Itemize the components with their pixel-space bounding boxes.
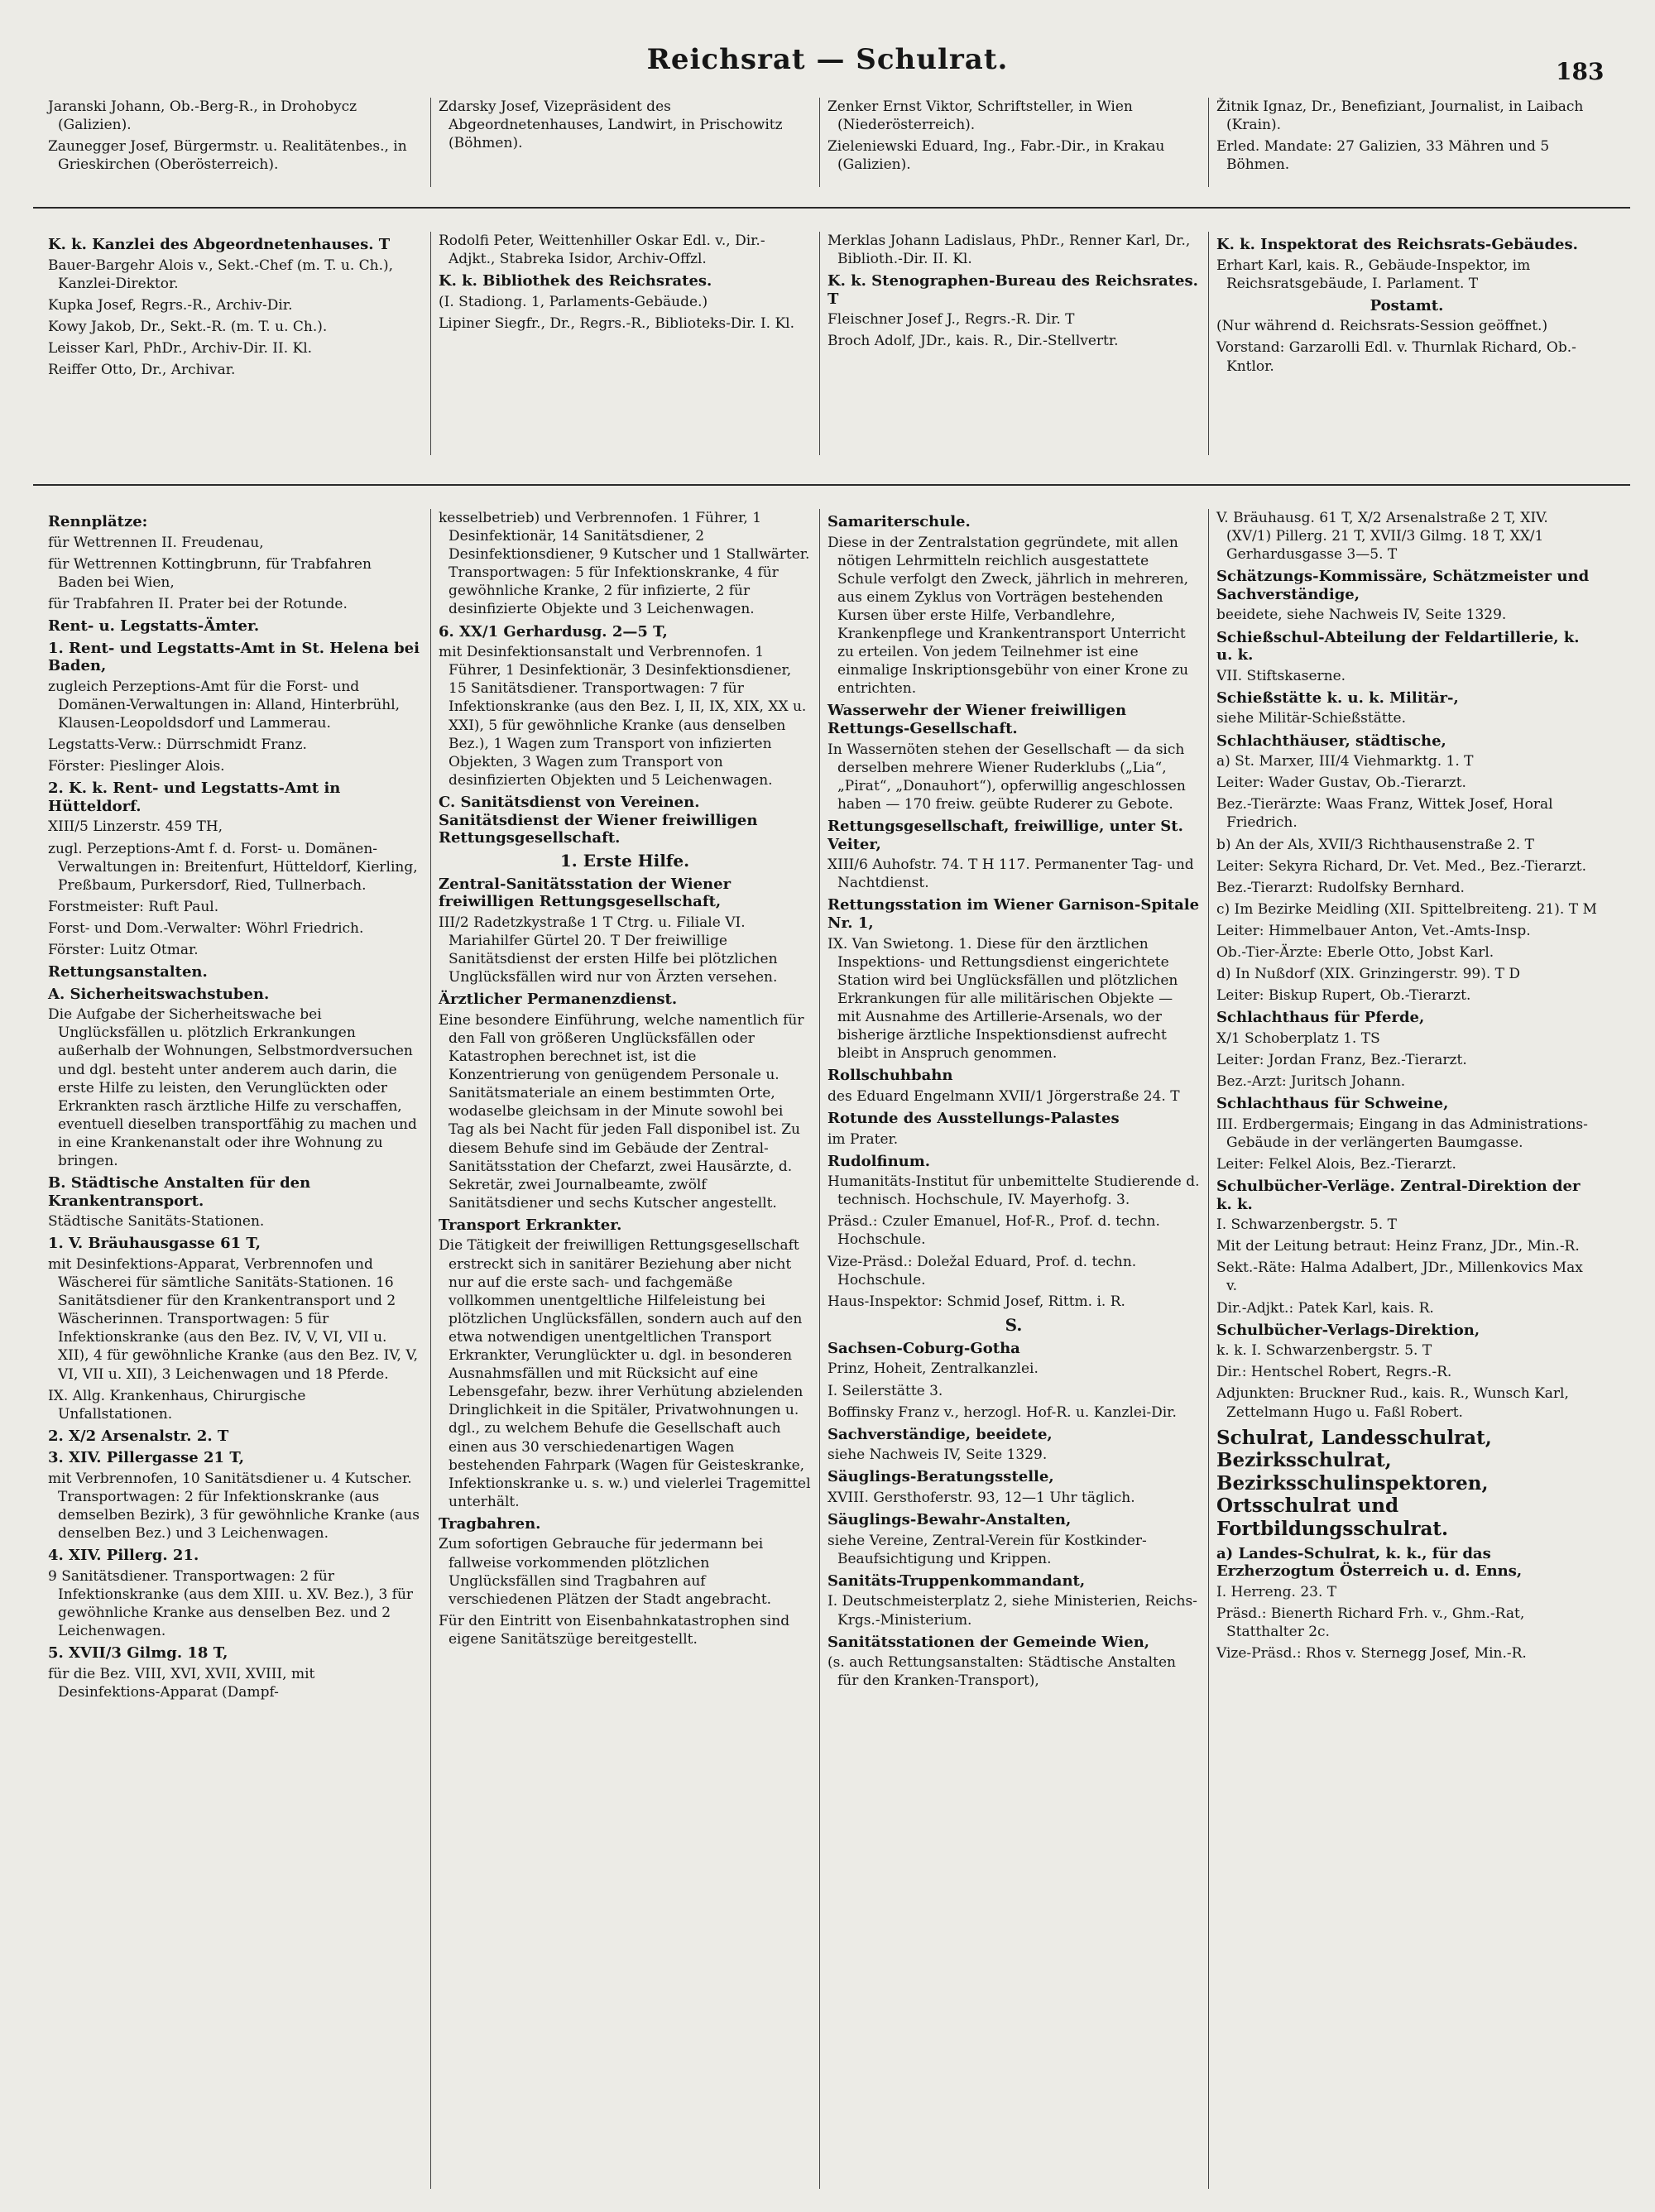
section-heading: B. Städtische Anstalten für den Krankentransport. [48,1174,311,1210]
section-heading: K. k. Inspektorat des Reichsrats-Gebäudes. [1216,236,1578,253]
entry-text: 9 Sanitätsdiener. Transportwagen: 2 für Infektionskranke (aus dem XIII. u. XV. Bez.), 3 für gewöhnliche Kranke aus denselben Bez. und 2 Leichenwagen. [48,1567,414,1640]
entry: Vorstand: Garzarolli Edl. v. Thurnlak Richard, Ob.-Kntlor. [1216,339,1576,375]
centered-heading: S. [1005,1314,1023,1335]
entry-text: mit Desinfektions-Apparat, Verbrennofen und Wäscherei für sämtliche Sanitäts-Stationen. 16 Sanitätsdiener für den Krankentransport und 2 Wäscherinnen. Transportwagen: 5 für Infektionskranke (aus den Bez. IV, V, VI, VII u. XII), 4 für gewöhnliche Kranke (aus den Bez. IV, V, VI, VII u. XII), 3 Leichenwagen und 18 Pferde. [48,1255,419,1383]
entry: Kupka Josef, Regrs.-R., Archiv-Dir. [48,296,293,314]
section-heading: Sachverständige, beeidete, [828,1425,1053,1443]
entry-text: Dir.-Adjkt.: Patek Karl, kais. R. [1216,1299,1434,1317]
entry-text: IX. Van Swietong. 1. Diese für den ärztlichen Inspektions- und Rettungsdienst eingerichtete Station wird bei Unglücksfällen und plötzlichen Erkrankungen für alle militärischen Objekte — mit Ausnahme des Artillerie-Arsenals, wo der bisherige ärztliche Inspektionsdienst aufrecht bleibt in Anspruch genommen. [828,935,1178,1063]
entry-text: III. Erdbergermais; Eingang in das Administrations-Gebäude in der verlängerten Baumgasse. [1216,1116,1588,1151]
column-divider [819,232,820,455]
entry-text: V. Bräuhausg. 61 T, X/2 Arsenalstraße 2 T, XIV. (XV/1) Pillerg. 21 T, XVII/3 Gilmg. 18 T, XX/1 Gerhardusgasse 3—5. T [1216,510,1548,564]
entry-text: X/1 Schoberplatz 1. TS [1216,1029,1380,1047]
column-divider [1208,232,1209,455]
entry-text: XIII/5 Linzerstr. 459 TH, [48,818,223,836]
entry: (I. Stadiong. 1, Parlaments-Gebäude.) [439,293,708,310]
section-heading: a) Landes-Schulrat, k. k., für das Erzherzogtum Österreich u. d. Enns, [1216,1544,1523,1581]
entry: Bauer-Bargehr Alois v., Sekt.-Chef (m. T. u. Ch.), Kanzlei-Direktor. [48,257,394,292]
centered-heading: 1. Erste Hilfe. [559,850,690,871]
section-heading: 5. XVII/3 Gilmg. 18 T, [48,1644,228,1663]
section-heading: Schlachthäuser, städtische, [1216,732,1446,750]
main-column-3 [828,509,1200,1693]
entry-text: Städtische Sanitäts-Stationen. [48,1213,265,1231]
mid-column-4 [1216,232,1597,379]
section-heading: 4. XIV. Pillerg. 21. [48,1547,199,1565]
section-heading: Rotunde des Ausstellungs-Palastes [828,1109,1120,1127]
section-heading: 2. X/2 Arsenalstr. 2. T [48,1427,229,1445]
top-column-4 [1216,98,1597,177]
section-heading: Schätzungs-Kommissäre, Schätzmeister und Sachverständige, [1216,568,1590,603]
top-column-3 [828,98,1200,177]
section-heading: K. k. Stenographen-Bureau des Reichsrates. T [828,272,1198,308]
entry-text: Adjunkten: Bruckner Rud., kais. R., Wunsch Karl, Zettelmann Hugo u. Faßl Robert. [1216,1385,1569,1421]
entry-text: siehe Vereine, Zentral-Verein für Kostkinder-Beaufsichtigung und Krippen. [828,1532,1147,1567]
entry-text: XVIII. Gersthoferstr. 93, 12—1 Uhr täglich. [828,1490,1135,1506]
section-heading: Schulbücher-Verlags-Direktion, [1216,1321,1480,1339]
entry-text: Forstmeister: Ruft Paul. [48,898,219,915]
major-heading: Schulrat, Landesschulrat, Bezirksschulrat, Bezirksschulinspektoren, Ortsschulrat und Fortbildungsschulrat. [1216,1426,1492,1540]
entry-text: für Wettrennen Kottingbrunn, für Trabfahren Baden bei Wien, [48,555,372,591]
section-heading: Schießstätte k. u. k. Militär-, [1216,689,1459,707]
entry-text: Leiter: Himmelbauer Anton, Vet.-Amts-Insp. [1216,922,1531,939]
section-heading: Sanitätsstationen der Gemeinde Wien, [828,1633,1150,1651]
section-heading: Zentral-Sanitätsstation der Wiener freiwilligen Rettungsgesellschaft, [439,875,732,911]
section-heading: 1. V. Bräuhausgasse 61 T, [48,1235,261,1253]
column-divider [819,509,820,2189]
entry-text: Eine besondere Einführung, welche namentlich für den Fall von größeren Unglücksfällen oder Katastrophen berechnet ist, ist die Konzentrierung von genügendem Personale u. Sanitätsmateriale an einem bestimmten Orte, wodaselbe gleichsam in der Minute sowohl bei Tag als bei Nacht für jeden Fall disponibel ist. Zu diesem Behufe sind im Gebäude der Zentral-Sanitätsstation der Chefarzt, zwei Hausärzte, d. Sekretär, zwei Journalbeamte, zwölf Sanitätsdiener und sechs Kutscher angestellt. [439,1011,804,1212]
section-heading: Sachsen-Coburg-Gotha [828,1339,1020,1357]
entry: Fleischner Josef J., Regrs.-R. Dir. T [828,311,1075,329]
section-heading: Schulbücher-Verläge. Zentral-Direktion der k. k. [1216,1178,1581,1213]
entry-text: Ob.-Tier-Ärzte: Eberle Otto, Jobst Karl. [1216,943,1494,961]
entry-text: kesselbetrieb) und Verbrennofen. 1 Führer, 1 Desinfektionär, 14 Sanitätsdiener, 2 Desinfektionsdiener, 9 Kutscher und 1 Stallwärter. Transportwagen: 5 für Infektionskranke, 4 für gewöhnliche Kranke, 2 für infizierte, 2 für desinfizierte Objekte und 3 Leichenwagen. [439,510,810,618]
section-heading: Rettungsstation im Wiener Garnison-Spitale Nr. 1, [828,896,1200,932]
entry-text: Legstatts-Verw.: Dürrschmidt Franz. [48,737,307,754]
entry-text: III/2 Radetzkystraße 1 T Ctrg. u. Filiale VI. Mariahilfer Gürtel 20. T Der freiwillige Sanitätsdienst der ersten Hilfe bei plötzlichen Unglücksfällen wird nur von Ärzten versehen. [439,914,778,986]
entry-text: Leiter: Wader Gustav, Ob.-Tierarzt. [1216,775,1466,792]
entry-text: Zum sofortigen Gebrauche für jedermann bei fallweise vorkommenden plötzlichen Unglücksfällen sind Tragbahren auf verschiedenen Plätzen der Stadt angebracht. [439,1536,772,1608]
entry-text: des Eduard Engelmann XVII/1 Jörgerstraße 24. T [828,1087,1180,1105]
column-divider [819,98,820,187]
column-divider [430,232,431,455]
entry-text: I. Herreng. 23. T [1216,1583,1337,1600]
entry-text: In Wassernöten stehen der Gesellschaft — da sich derselben mehrere Wiener Ruderklubs („Lia“, „Pirat“, „Donauhort“), opferwillig angeschlossen haben — 170 freiw. geübte Ruderer zu Gebote. [828,741,1186,813]
top-column-2 [439,98,811,156]
entry: Leisser Karl, PhDr., Archiv-Dir. II. Kl. [48,339,313,357]
entry: Merklas Johann Ladislaus, PhDr., Renner Karl, Dr., Biblioth.-Dir. II. Kl. [828,233,1191,268]
column-divider [430,509,431,2189]
section-heading: Postamt. [1370,296,1444,314]
entry-text: Leiter: Sekyra Richard, Dr. Vet. Med., Bez.-Tierarzt. [1216,857,1587,875]
top-column-1 [48,98,420,177]
entry-text: VII. Stiftskaserne. [1216,667,1346,684]
entry: Žitnik Ignaz, Dr., Benefiziant, Journalist, in Laibach (Krain). [1216,98,1584,134]
entry-text: für die Bez. VIII, XVI, XVII, XVIII, mit Desinfektions-Apparat (Dampf- [48,1665,315,1701]
entry-text: IX. Allg. Krankenhaus, Chirurgische Unfallstationen. [48,1387,306,1423]
entry-text: Präsd.: Czuler Emanuel, Hof-R., Prof. d. techn. Hochschule. [828,1213,1160,1249]
entry-text: Haus-Inspektor: Schmid Josef, Rittm. i. R. [828,1293,1125,1310]
entry-text: für Trabfahren II. Prater bei der Rotunde. [48,595,348,612]
section-heading: Transport Erkrankter. [439,1216,622,1234]
section-heading: Tragbahren. [439,1514,541,1533]
section-heading: 2. K. k. Rent- und Legstatts-Amt in Hütteldorf. [48,780,341,815]
running-head: Reichsrat — Schulrat. [646,43,1009,76]
section-heading: C. Sanitätsdienst von Vereinen. Sanitätsdienst der Wiener freiwilligen Rettungsgesellschaft. [439,793,758,847]
section-heading: A. Sicherheitswachstuben. [48,985,270,1003]
section-heading: Rent- u. Legstatts-Ämter. [48,617,260,635]
column-divider [1208,509,1209,2189]
section-heading: Rettungsgesellschaft, freiwillige, unter St. Veiter, [828,818,1183,853]
entry-text: I. Seilerstätte 3. [828,1382,943,1399]
entry-text: d) In Nußdorf (XIX. Grinzingerstr. 99). T D [1216,966,1521,983]
entry: (Nur während d. Reichsrats-Session geöffnet.) [1216,318,1548,335]
section-heading: 3. XIV. Pillergasse 21 T, [48,1449,245,1467]
entry: Zieleniewski Eduard, Ing., Fabr.-Dir., in Krakau (Galizien). [828,138,1165,174]
entry: Jaranski Johann, Ob.-Berg-R., in Drohobycz (Galizien). [48,98,357,134]
section-rule [33,207,1630,209]
entry-text: XIII/6 Auhofstr. 74. T H 117. Permanenter Tag- und Nachtdienst. [828,856,1194,892]
entry-text: Vize-Präsd.: Rhos v. Sternegg Josef, Min.-R. [1216,1645,1527,1663]
entry-text: beeidete, siehe Nachweis IV, Seite 1329. [1216,607,1507,624]
main-column-1 [48,509,420,1705]
section-heading: Rudolfinum. [828,1152,931,1170]
section-heading: K. k. Bibliothek des Reichsrates. [439,272,712,290]
entry-text: Vize-Präsd.: Doležal Eduard, Prof. d. techn. Hochschule. [828,1253,1137,1288]
entry-text: Die Tätigkeit der freiwilligen Rettungsgesellschaft erstreckt sich in sanitärer Beziehung aber nicht nur auf die erste sach- und fachgemäße vollkommen unentgeltliche Hilfeleistung bei plötzlichen Unglücksfällen, sondern auch auf den etwa notwendigen unentgeltlichen Transport Erkrankter, Verunglückter u. dgl. in besonderen Ausnahmsfällen und mit Rücksicht auf eine Lebensgefahr, bezw. ihrer Verhütung abzielenden Dringlichkeit in die Spitäler, Privatwohnungen u. dgl., zu welchem Behufe die Gesellschaft auch einen aus 30 verschiedenartigen Wagen bestehenden Fahrpark (Wagen für Geisteskranke, Infektionskranke u. s. w.) und vielerlei Tragemittel unterhält. [439,1237,811,1510]
entry-text: Die Aufgabe der Sicherheitswache bei Unglücksfällen u. plötzlich Erkrankungen außerhalb der Wohnungen, Selbstmordversuchen und dgl. besteht unter anderem auch darin, die erste Hilfe zu leisten, den Verunglückten oder Erkrankten rasch ärztliche Hilfe zu verschaffen, eventuell dieselben transportfähig zu machen und in eine Krankenanstalt oder ihre Wohnung zu bringen. [48,1006,417,1169]
entry-text: Bez.-Tierärzte: Waas Franz, Wittek Josef, Horal Friedrich. [1216,796,1553,832]
entry-text: zugl. Perzeptions-Amt f. d. Forst- u. Domänen-Verwaltungen in: Breitenfurt, Hütteldorf, Kierling, Preßbaum, Purkersdorf, Ried, Tullnerbach. [48,840,418,894]
entry-text: Bez.-Arzt: Juritsch Johann. [1216,1073,1406,1091]
entry-text: für Wettrennen II. Freudenau, [48,534,264,551]
entry: Erhart Karl, kais. R., Gebäude-Inspektor, im Reichsratsgebäude, I. Parlament. T [1216,257,1531,292]
entry: Erled. Mandate: 27 Galizien, 33 Mähren und 5 Böhmen. [1216,138,1550,174]
entry: Zenker Ernst Viktor, Schriftsteller, in Wien (Niederösterreich). [828,98,1133,134]
entry-text: Förster: Pieslinger Alois. [48,758,225,775]
main-column-4 [1216,509,1597,1666]
mid-column-3 [828,232,1200,354]
entry-text: Humanitäts-Institut für unbemittelte Studierende d. technisch. Hochschule, IV. Mayerhofg. 3. [828,1173,1200,1209]
entry-text: Leiter: Felkel Alois, Bez.-Tierarzt. [1216,1155,1456,1173]
entry-text: a) St. Marxer, III/4 Viehmarktg. 1. T [1216,753,1474,770]
section-heading: K. k. Kanzlei des Abgeordnetenhauses. T [48,236,391,253]
entry: Zdarsky Josef, Vizepräsident des Abgeordnetenhauses, Landwirt, in Prischowitz (Böhmen). [439,98,783,152]
section-heading: Rollschuhbahn [828,1067,953,1085]
entry-text: mit Verbrennofen, 10 Sanitätsdiener u. 4 Kutscher. Transportwagen: 2 für Infektionskranke (aus demselben Bezirk), 3 für gewöhnliche Kranke (aus denselben Bez.) und 3 Leichenwagen. [48,1471,420,1543]
entry-text: mit Desinfektionsanstalt und Verbrennofen. 1 Führer, 1 Desinfektionär, 3 Desinfektionsdiener, 15 Sanitätsdiener. Transportwagen: 7 für Infektionskranke (aus den Bez. I, II, IX, XIX, XX u. XXI), 5 für gewöhnliche Kranke (aus denselben Bez.), 1 Wagen zum Transport von infizierten Objekten, 3 Wagen zum Transport von desinfizierten Objekten und 5 Leichenwagen. [439,644,807,789]
entry-text: Prinz, Hoheit, Zentralkanzlei. [828,1360,1039,1378]
section-rule [33,484,1630,486]
section-heading: Samariterschule. [828,513,971,530]
entry-text: Bez.-Tierarzt: Rudolfsky Bernhard. [1216,879,1465,896]
section-heading: 6. XX/1 Gerhardusg. 2—5 T, [439,622,668,641]
entry-text: Leiter: Jordan Franz, Bez.-Tierarzt. [1216,1051,1467,1068]
section-heading: Ärztlicher Permanenzdienst. [439,991,678,1009]
entry-text: Leiter: Biskup Rupert, Ob.-Tierarzt. [1216,987,1471,1005]
entry-text: Boffinsky Franz v., herzogl. Hof-R. u. Kanzlei-Dir. [828,1403,1177,1421]
entry-text: Sekt.-Räte: Halma Adalbert, JDr., Millenkovics Max v. [1216,1260,1583,1295]
section-heading: Schlachthaus für Schweine, [1216,1095,1449,1113]
section-heading: Wasserwehr der Wiener freiwilligen Rettungs-Gesellschaft. [828,702,1127,738]
entry-text: Forst- und Dom.-Verwalter: Wöhrl Friedrich. [48,919,364,937]
column-divider [430,98,431,187]
entry: Zaunegger Josef, Bürgermstr. u. Realitätenbes., in Grieskirchen (Oberösterreich). [48,138,407,174]
entry-text: Präsd.: Bienerth Richard Frh. v., Ghm.-Rat, Statthalter 2c. [1216,1605,1525,1640]
entry-text: (s. auch Rettungsanstalten: Städtische Anstalten für den Kranken-Transport), [828,1654,1176,1690]
entry-text: Diese in der Zentralstation gegründete, mit allen nötigen Lehrmitteln reichlich ausgestattete Schule verfolgt den Zweck, jährlich in mehreren, aus einem Zyklus von Vorträgen bestehenden Kursen über erste Hilfe, Verbandlehre, Krankenpflege und Krankentransport Unterricht zu erteilen. Von jedem Teilnehmer ist eine einmalige Inskriptionsgebühr von einer Krone zu entrichten. [828,534,1189,698]
entry-text: im Prater. [828,1130,899,1148]
section-heading: Säuglings-Bewahr-Anstalten, [828,1511,1072,1529]
column-divider [1208,98,1209,187]
entry-text: siehe Militär-Schießstätte. [1216,710,1406,727]
entry-text: Mit der Leitung betraut: Heinz Franz, JDr., Min.-R. [1216,1238,1580,1255]
section-heading: Schießschul-Abteilung der Feldartillerie, k. u. k. [1216,628,1580,665]
mid-column-1 [48,232,420,382]
mid-column-2 [439,232,811,336]
section-heading: Rettungsanstalten. [48,963,208,981]
section-heading: Schlachthaus für Pferde, [1216,1009,1425,1027]
entry: Rodolfi Peter, Weittenhiller Oskar Edl. v., Dir.-Adjkt., Stabreka Isidor, Archiv-Offzl. [439,233,765,268]
main-column-2 [439,509,811,1652]
entry-text: Förster: Luitz Otmar. [48,941,199,958]
entry-text: k. k. I. Schwarzenbergstr. 5. T [1216,1342,1432,1360]
page-number: 183 [1556,58,1605,85]
section-heading: 1. Rent- und Legstatts-Amt in St. Helena bei Baden, [48,639,420,675]
entry-text: I. Deutschmeisterplatz 2, siehe Ministerien, Reichs-Krgs.-Ministerium. [828,1593,1197,1629]
section-heading: Rennplätze: [48,513,148,530]
entry: Broch Adolf, JDr., kais. R., Dir.-Stellvertr. [828,333,1119,350]
section-heading: Sanitäts-Truppenkommandant, [828,1571,1086,1590]
entry-text: Für den Eintritt von Eisenbahnkatastrophen sind eigene Sanitätszüge bereitgestellt. [439,1612,790,1648]
section-heading: Säuglings-Beratungsstelle, [828,1468,1054,1486]
entry-text: c) Im Bezirke Meidling (XII. Spittelbreiteng. 21). T M [1216,900,1597,918]
entry-text: I. Schwarzenbergstr. 5. T [1216,1216,1397,1234]
entry: Kowy Jakob, Dr., Sekt.-R. (m. T. u. Ch.). [48,318,328,335]
entry-text: b) An der Als, XVII/3 Richthausenstraße 2. T [1216,836,1534,853]
entry: Reiffer Otto, Dr., Archivar. [48,362,236,379]
entry-text: zugleich Perzeptions-Amt für die Forst- und Domänen-Verwaltungen in: Alland, Hinterbrühl, Klausen-Leopoldsdorf und Lammerau. [48,678,401,732]
entry-text: Dir.: Hentschel Robert, Regrs.-R. [1216,1364,1452,1381]
entry-text: siehe Nachweis IV, Seite 1329. [828,1447,1048,1464]
entry: Lipiner Siegfr., Dr., Regrs.-R., Biblioteks-Dir. I. Kl. [439,314,795,332]
